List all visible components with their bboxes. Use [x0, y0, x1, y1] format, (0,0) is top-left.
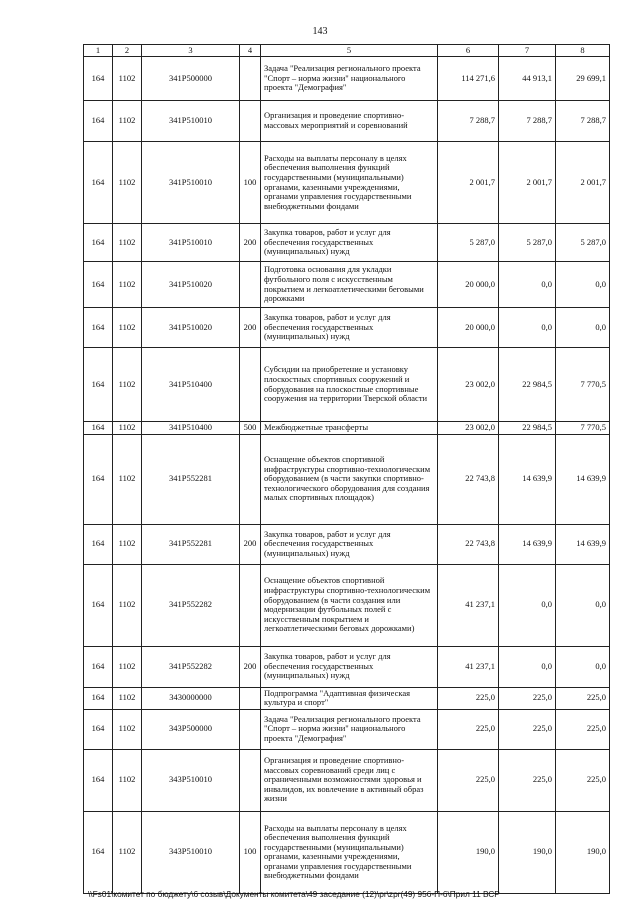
cell-section-code: 1102 — [113, 434, 142, 524]
cell-expense-type — [240, 434, 261, 524]
table-row — [84, 422, 610, 435]
cell-amount-year2: 22 984,5 — [499, 422, 556, 435]
cell-expense-type: 200 — [240, 646, 261, 687]
cell-admin-code: 164 — [84, 224, 113, 262]
cell-expense-type: 100 — [240, 142, 261, 224]
cell-amount-year1: 225,0 — [438, 687, 499, 709]
header-cell: 1 — [84, 45, 113, 57]
cell-amount-year3: 0,0 — [556, 646, 610, 687]
cell-expense-type: 200 — [240, 308, 261, 348]
cell-admin-code: 164 — [84, 101, 113, 142]
cell-section-code: 1102 — [113, 422, 142, 435]
table-row — [84, 348, 610, 422]
cell-amount-year1: 5 287,0 — [438, 224, 499, 262]
header-cell: 2 — [113, 45, 142, 57]
cell-description: Организация и проведение спортивно-массовых соревнований среди лиц с ограниченными возможностями здоровья и инвалидов, их вовлечение в активный образ жизни — [261, 749, 438, 811]
cell-amount-year2: 0,0 — [499, 308, 556, 348]
cell-target-article: 341P510020 — [142, 308, 240, 348]
cell-target-article: 341P552281 — [142, 434, 240, 524]
cell-amount-year3: 2 001,7 — [556, 142, 610, 224]
cell-amount-year2: 0,0 — [499, 564, 556, 646]
cell-amount-year1: 20 000,0 — [438, 262, 499, 308]
cell-section-code: 1102 — [113, 348, 142, 422]
cell-expense-type — [240, 101, 261, 142]
table-row — [84, 524, 610, 564]
cell-amount-year2: 14 639,9 — [499, 434, 556, 524]
cell-amount-year2: 5 287,0 — [499, 224, 556, 262]
cell-amount-year3: 7 770,5 — [556, 348, 610, 422]
cell-amount-year1: 23 002,0 — [438, 348, 499, 422]
cell-section-code: 1102 — [113, 749, 142, 811]
cell-section-code: 1102 — [113, 524, 142, 564]
cell-description: Расходы на выплаты персоналу в целях обеспечения выполнения функций государственными (муниципальными) органами, казенными учреждениями, органами управления государственными внебюджетными фондами — [261, 142, 438, 224]
cell-section-code: 1102 — [113, 687, 142, 709]
table-row — [84, 434, 610, 524]
cell-admin-code: 164 — [84, 709, 113, 749]
cell-admin-code: 164 — [84, 524, 113, 564]
cell-amount-year1: 2 001,7 — [438, 142, 499, 224]
cell-target-article: 341P510400 — [142, 348, 240, 422]
cell-description: Закупка товаров, работ и услуг для обеспечения государственных (муниципальных) нужд — [261, 646, 438, 687]
cell-description: Закупка товаров, работ и услуг для обеспечения государственных (муниципальных) нужд — [261, 524, 438, 564]
cell-expense-type — [240, 749, 261, 811]
cell-section-code: 1102 — [113, 646, 142, 687]
cell-amount-year3: 7 770,5 — [556, 422, 610, 435]
cell-section-code: 1102 — [113, 101, 142, 142]
cell-expense-type: 200 — [240, 524, 261, 564]
cell-amount-year3: 0,0 — [556, 308, 610, 348]
cell-section-code: 1102 — [113, 308, 142, 348]
header-cell: 5 — [261, 45, 438, 57]
cell-target-article: 341P510010 — [142, 101, 240, 142]
cell-section-code: 1102 — [113, 564, 142, 646]
table-row — [84, 57, 610, 101]
table-row — [84, 142, 610, 224]
cell-amount-year3: 0,0 — [556, 262, 610, 308]
cell-amount-year1: 41 237,1 — [438, 564, 499, 646]
table-row — [84, 564, 610, 646]
cell-section-code: 1102 — [113, 142, 142, 224]
cell-amount-year1: 22 743,8 — [438, 434, 499, 524]
cell-description: Закупка товаров, работ и услуг для обеспечения государственных (муниципальных) нужд — [261, 308, 438, 348]
cell-expense-type — [240, 564, 261, 646]
table-row — [84, 224, 610, 262]
cell-section-code: 1102 — [113, 224, 142, 262]
cell-amount-year3: 29 699,1 — [556, 57, 610, 101]
cell-section-code: 1102 — [113, 57, 142, 101]
cell-section-code: 1102 — [113, 811, 142, 893]
table-row — [84, 811, 610, 893]
cell-description: Задача "Реализация регионального проекта "Спорт – норма жизни" национального проекта "Демография" — [261, 57, 438, 101]
table-row — [84, 101, 610, 142]
cell-admin-code: 164 — [84, 142, 113, 224]
cell-amount-year3: 225,0 — [556, 749, 610, 811]
cell-amount-year2: 44 913,1 — [499, 57, 556, 101]
cell-expense-type: 100 — [240, 811, 261, 893]
cell-amount-year1: 22 743,8 — [438, 524, 499, 564]
budget-table — [83, 44, 610, 894]
cell-section-code: 1102 — [113, 262, 142, 308]
cell-expense-type: 500 — [240, 422, 261, 435]
header-cell: 4 — [240, 45, 261, 57]
cell-amount-year3: 225,0 — [556, 709, 610, 749]
cell-amount-year2: 14 639,9 — [499, 524, 556, 564]
cell-amount-year2: 2 001,7 — [499, 142, 556, 224]
cell-amount-year1: 20 000,0 — [438, 308, 499, 348]
cell-amount-year2: 7 288,7 — [499, 101, 556, 142]
cell-description: Расходы на выплаты персоналу в целях обеспечения выполнения функций государственными (муниципальными) органами, казенными учреждениями, органами управления государственными внебюджетными фондами — [261, 811, 438, 893]
cell-description: Субсидии на приобретение и установку плоскостных спортивных сооружений и оборудования на плоскостные спортивные сооружения на территории Тверской области — [261, 348, 438, 422]
cell-admin-code: 164 — [84, 348, 113, 422]
cell-expense-type — [240, 687, 261, 709]
cell-amount-year1: 7 288,7 — [438, 101, 499, 142]
cell-admin-code: 164 — [84, 749, 113, 811]
cell-admin-code: 164 — [84, 564, 113, 646]
cell-target-article: 341P510400 — [142, 422, 240, 435]
cell-description: Подпрограмма "Адаптивная физическая культура и спорт" — [261, 687, 438, 709]
cell-admin-code: 164 — [84, 434, 113, 524]
header-cell: 7 — [499, 45, 556, 57]
cell-target-article: 343P510010 — [142, 749, 240, 811]
cell-admin-code: 164 — [84, 262, 113, 308]
cell-amount-year2: 22 984,5 — [499, 348, 556, 422]
cell-description: Межбюджетные трансферты — [261, 422, 438, 435]
cell-amount-year1: 41 237,1 — [438, 646, 499, 687]
cell-description: Подготовка основания для укладки футбольного поля с искусственным покрытием и легкоатлетическими беговыми дорожками — [261, 262, 438, 308]
cell-amount-year1: 190,0 — [438, 811, 499, 893]
header-cell: 6 — [438, 45, 499, 57]
cell-target-article: 341P552282 — [142, 646, 240, 687]
footer-file-path: \\Fs01\комитет по бюджету\6 созыв\Документы комитета\49 заседание (12)\pr\zpr(49) 956-П-6\Прил 11 ВСР — [88, 889, 500, 899]
cell-amount-year1: 23 002,0 — [438, 422, 499, 435]
cell-target-article: 343P510010 — [142, 811, 240, 893]
cell-target-article: 3430000000 — [142, 687, 240, 709]
header-cell: 8 — [556, 45, 610, 57]
cell-target-article: 341P510010 — [142, 224, 240, 262]
table-row — [84, 709, 610, 749]
table-row — [84, 687, 610, 709]
cell-amount-year3: 0,0 — [556, 564, 610, 646]
table-row — [84, 262, 610, 308]
page-number: 143 — [312, 26, 328, 37]
cell-amount-year2: 190,0 — [499, 811, 556, 893]
cell-admin-code: 164 — [84, 308, 113, 348]
cell-description: Оснащение объектов спортивной инфраструктуры спортивно-технологическим оборудованием (в части закупки спортивно-технологического оборудования для создания малых спортивных площадок) — [261, 434, 438, 524]
cell-amount-year2: 225,0 — [499, 709, 556, 749]
cell-amount-year3: 14 639,9 — [556, 524, 610, 564]
cell-amount-year2: 225,0 — [499, 749, 556, 811]
cell-target-article: 343P500000 — [142, 709, 240, 749]
cell-amount-year3: 14 639,9 — [556, 434, 610, 524]
cell-target-article: 341P552281 — [142, 524, 240, 564]
cell-amount-year1: 225,0 — [438, 749, 499, 811]
cell-expense-type: 200 — [240, 224, 261, 262]
table-row — [84, 749, 610, 811]
cell-expense-type — [240, 57, 261, 101]
cell-amount-year2: 225,0 — [499, 687, 556, 709]
cell-expense-type — [240, 348, 261, 422]
cell-amount-year2: 0,0 — [499, 262, 556, 308]
cell-expense-type — [240, 262, 261, 308]
cell-section-code: 1102 — [113, 709, 142, 749]
cell-amount-year3: 190,0 — [556, 811, 610, 893]
cell-admin-code: 164 — [84, 646, 113, 687]
cell-amount-year3: 7 288,7 — [556, 101, 610, 142]
cell-amount-year2: 0,0 — [499, 646, 556, 687]
cell-admin-code: 164 — [84, 57, 113, 101]
cell-description: Задача "Реализация регионального проекта "Спорт – норма жизни" национального проекта "Демография" — [261, 709, 438, 749]
cell-amount-year3: 225,0 — [556, 687, 610, 709]
header-row — [84, 45, 610, 57]
cell-target-article: 341P510020 — [142, 262, 240, 308]
table-row — [84, 308, 610, 348]
cell-admin-code: 164 — [84, 422, 113, 435]
header-cell: 3 — [142, 45, 240, 57]
cell-admin-code: 164 — [84, 811, 113, 893]
cell-target-article: 341P500000 — [142, 57, 240, 101]
cell-target-article: 341P552282 — [142, 564, 240, 646]
table-row — [84, 646, 610, 687]
cell-amount-year1: 225,0 — [438, 709, 499, 749]
cell-amount-year3: 5 287,0 — [556, 224, 610, 262]
cell-admin-code: 164 — [84, 687, 113, 709]
cell-description: Организация и проведение спортивно-массовых мероприятий и соревнований — [261, 101, 438, 142]
cell-amount-year1: 114 271,6 — [438, 57, 499, 101]
cell-description: Закупка товаров, работ и услуг для обеспечения государственных (муниципальных) нужд — [261, 224, 438, 262]
cell-description: Оснащение объектов спортивной инфраструктуры спортивно-технологическим оборудованием (в части создания или модернизации футбольных полей с искусственным покрытием и легкоатлетическими беговых дорожками) — [261, 564, 438, 646]
cell-expense-type — [240, 709, 261, 749]
cell-target-article: 341P510010 — [142, 142, 240, 224]
